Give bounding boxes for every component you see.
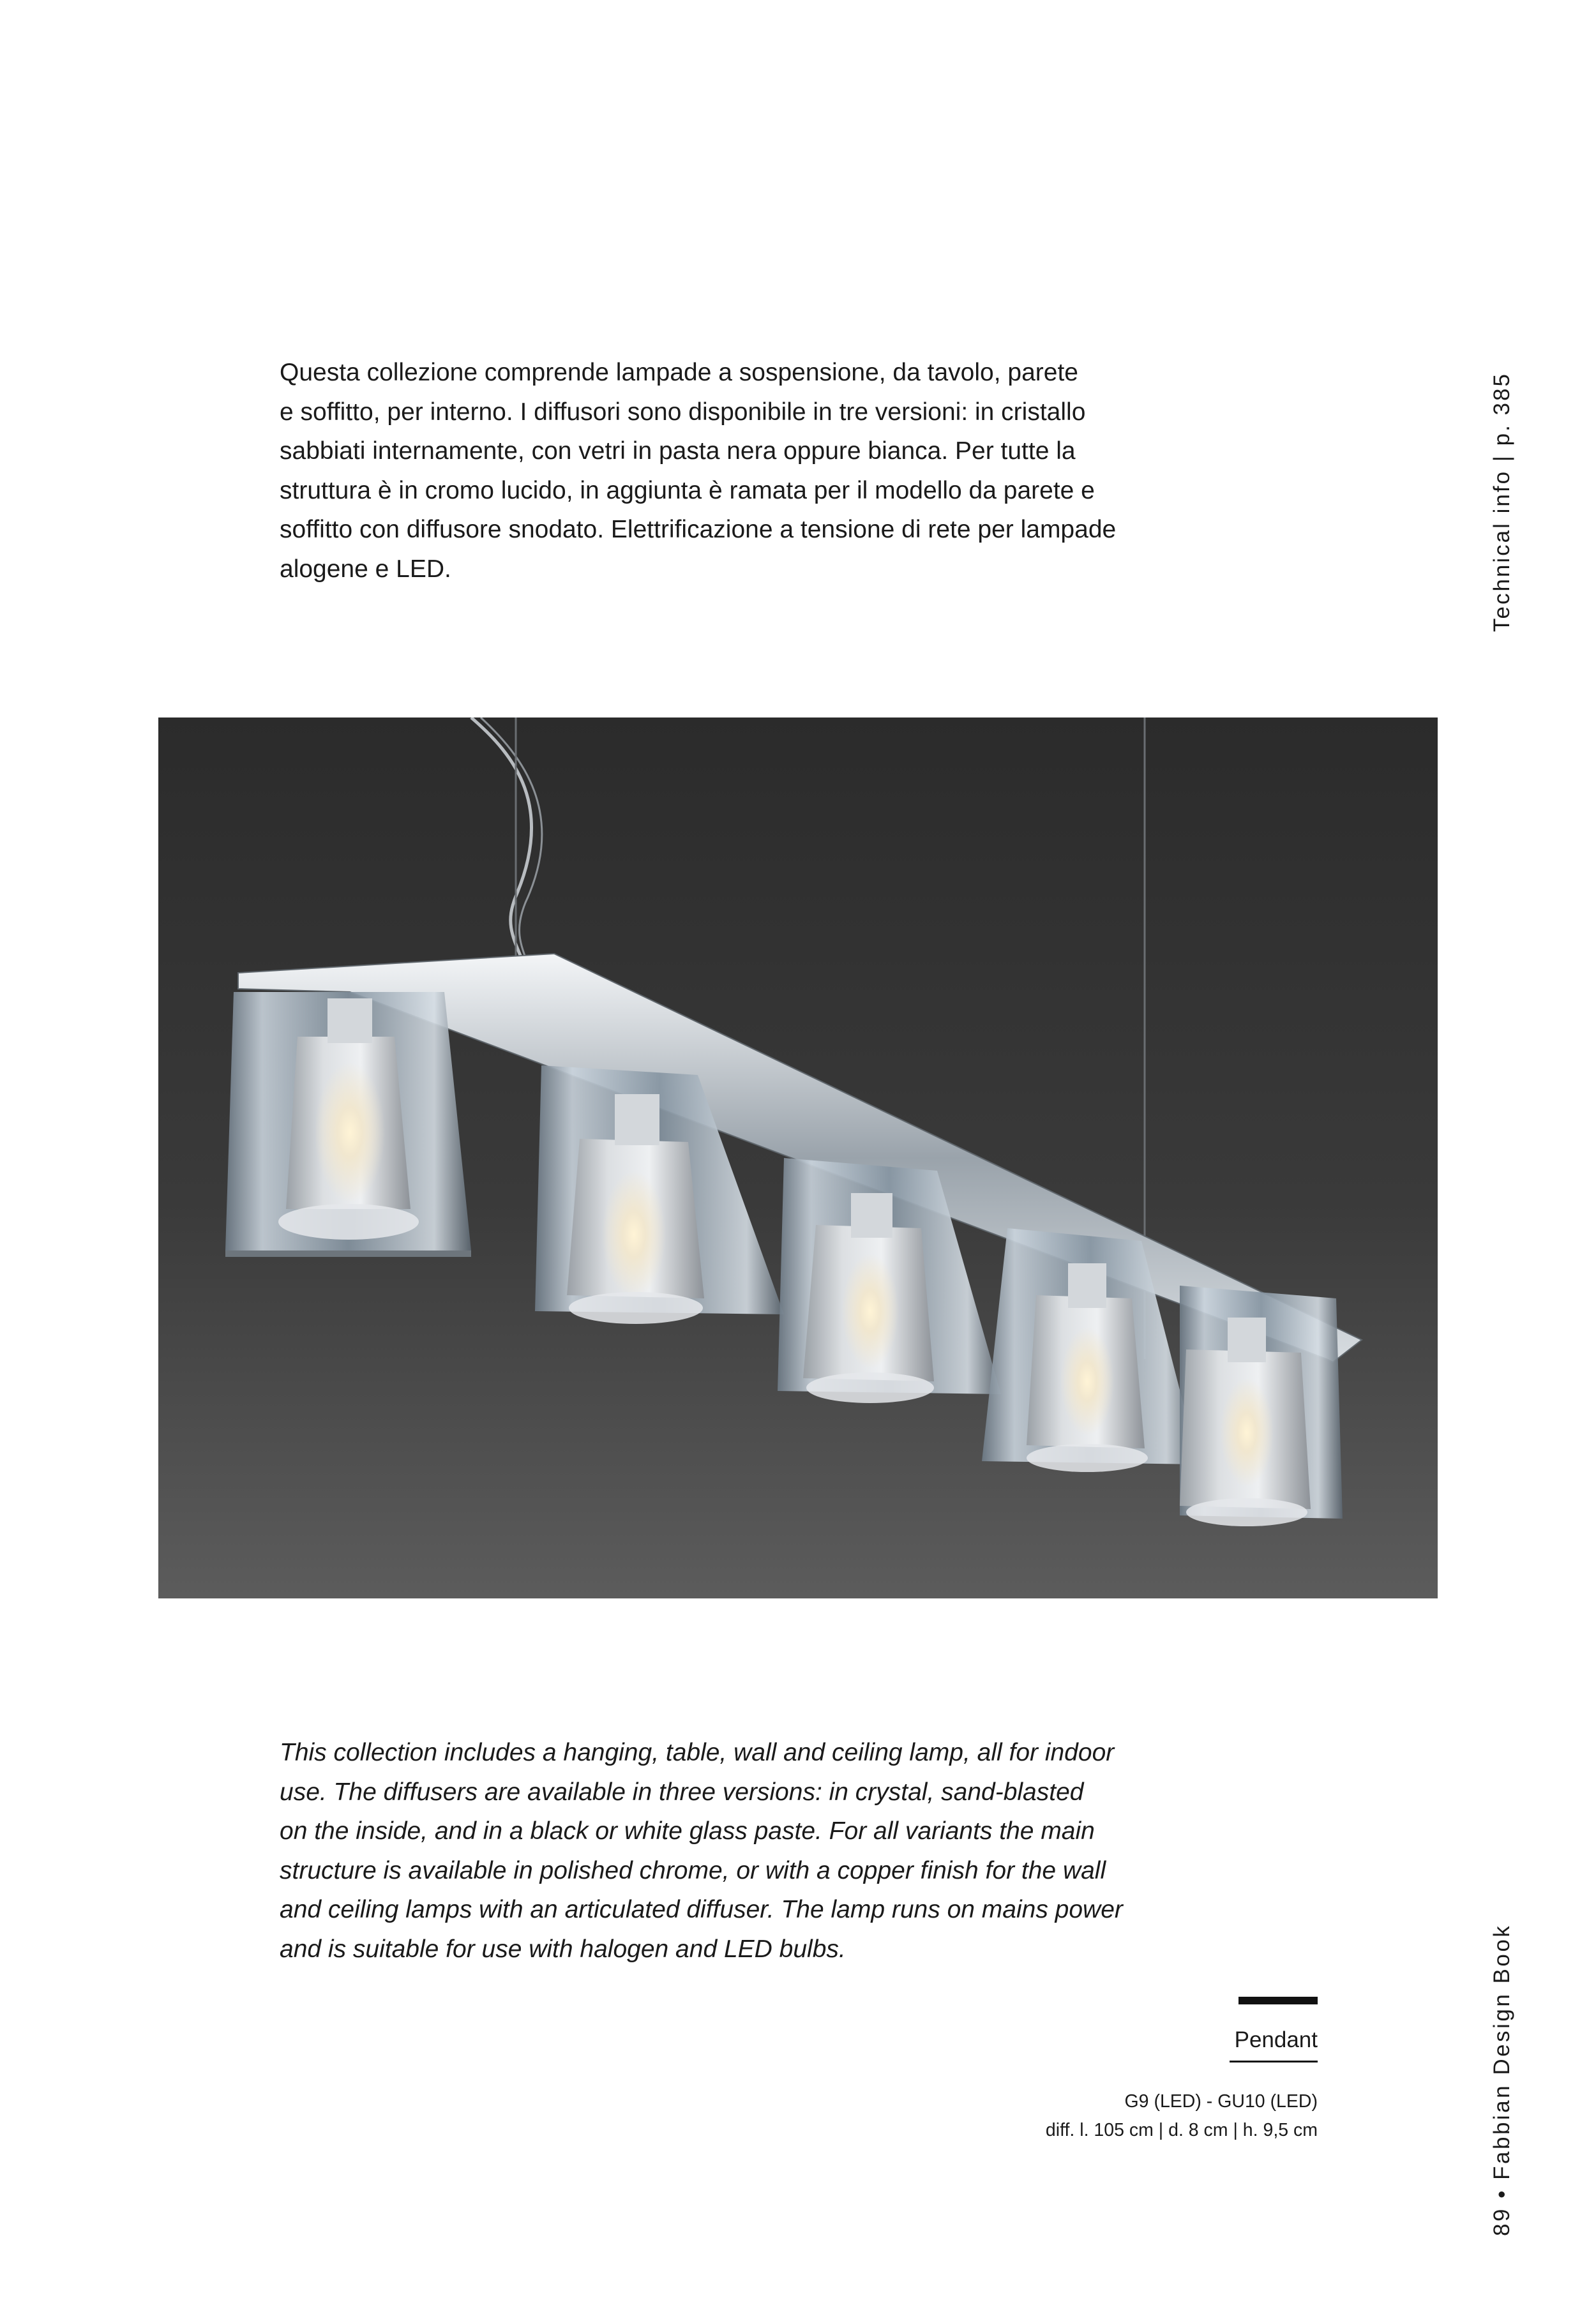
intro-english-line: on the inside, and in a black or white glass paste. For all variants the main <box>280 1817 1095 1845</box>
lamp-cube <box>225 992 471 1257</box>
intro-italian-line: alogene e LED. <box>280 555 451 583</box>
side-book-title: 89 • Fabbian Design Book <box>1489 1923 1514 2236</box>
intro-english-line: This collection includes a hanging, table, wall and ceiling lamp, all for indoor <box>280 1739 1115 1766</box>
intro-italian-line: e soffitto, per interno. I diffusori sono disponibile in tre versioni: in cristallo <box>280 398 1086 426</box>
intro-italian-line: Questa collezione comprende lampade a sospensione, da tavolo, parete <box>280 359 1078 386</box>
spec-rule <box>1230 2061 1318 2062</box>
intro-english-line: and ceiling lamps with an articulated diffuser. The lamp runs on mains power <box>280 1896 1123 1923</box>
intro-english-line: use. The diffusers are available in three versions: in crystal, sand-blasted <box>280 1778 1084 1806</box>
intro-italian-line: struttura è in cromo lucido, in aggiunta è ramata per il modello da parete e <box>280 476 1095 504</box>
pendant-lamp-photo <box>158 717 1438 1598</box>
spec-bar <box>1238 1997 1318 2004</box>
spec-dimensions: diff. l. 105 cm | d. 8 cm | h. 9,5 cm <box>1045 2120 1318 2140</box>
intro-english-line: structure is available in polished chrome, or with a copper finish for the wall <box>280 1856 1106 1884</box>
intro-italian-line: soffitto con diffusore snodato. Elettrificazione a tensione di rete per lampade <box>280 516 1117 543</box>
intro-italian <box>280 353 1212 589</box>
intro-italian-line: sabbiati internamente, con vetri in pasta nera oppure bianca. Per tutte la <box>280 437 1076 465</box>
intro-english <box>280 1733 1212 1969</box>
lamp-cube <box>1180 1286 1343 1526</box>
intro-english-line: and is suitable for use with halogen and LED bulbs. <box>280 1935 846 1963</box>
spec-title: Pendant <box>1234 2027 1318 2052</box>
side-technical-info: Technical info | p. 385 <box>1489 372 1514 632</box>
spec-bulbs: G9 (LED) - GU10 (LED) <box>1124 2091 1318 2112</box>
